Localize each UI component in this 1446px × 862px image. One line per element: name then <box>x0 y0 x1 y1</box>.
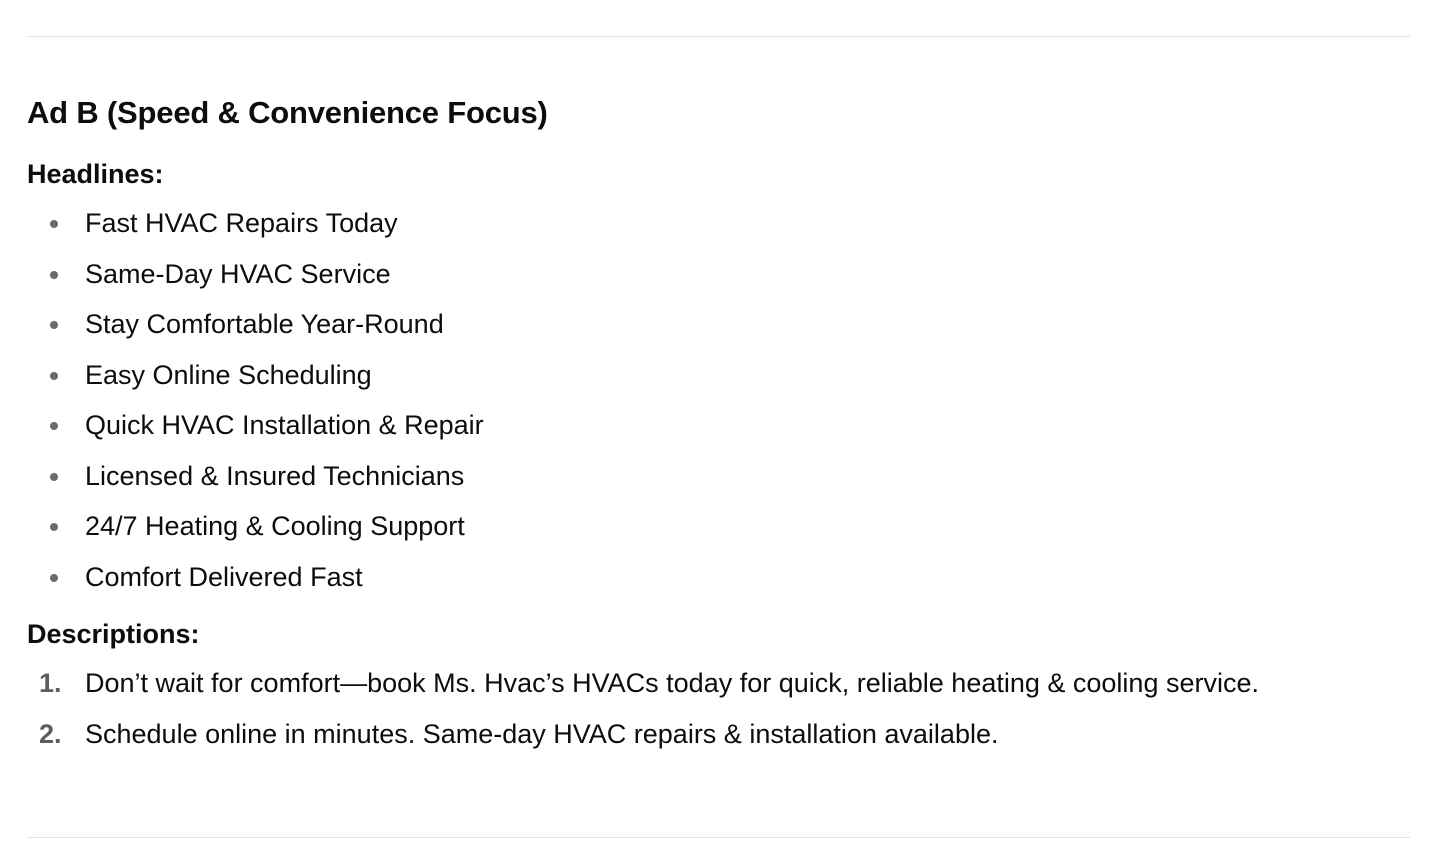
descriptions-label: Descriptions: <box>27 619 200 649</box>
bullet-icon <box>50 523 58 531</box>
bullet-icon <box>50 574 58 582</box>
headline-item <box>27 198 1417 249</box>
headline-text: 24/7 Heating & Cooling Support <box>85 511 465 541</box>
bullet-icon <box>50 321 58 329</box>
list-number: 2. <box>39 718 62 749</box>
headline-text: Licensed & Insured Technicians <box>85 460 465 491</box>
description-item <box>27 709 1417 760</box>
headline-item <box>27 249 1417 300</box>
headline-item <box>27 350 1417 401</box>
headline-text: Quick HVAC Installation & Repair <box>85 410 484 440</box>
headline-item <box>27 451 1417 502</box>
bullet-icon <box>50 372 58 380</box>
descriptions-list <box>27 658 1417 759</box>
headline-text: Easy Online Scheduling <box>85 359 372 390</box>
bullet-icon <box>50 422 58 430</box>
headlines-list <box>27 198 1417 602</box>
description-item <box>27 658 1417 709</box>
ad-section <box>27 92 1417 759</box>
headline-item <box>27 552 1417 603</box>
description-text: Don’t wait for comfort—book Ms. Hvac’s HVACs today for quick, reliable heating & cooling service. <box>85 668 1259 698</box>
bullet-icon <box>50 271 58 279</box>
bullet-icon <box>50 220 58 228</box>
headline-item <box>27 299 1417 350</box>
list-number: 1. <box>39 668 62 698</box>
headlines-label: Headlines: <box>27 159 164 189</box>
bottom-divider <box>27 837 1410 838</box>
headline-item <box>27 501 1417 552</box>
headline-text: Comfort Delivered Fast <box>85 561 363 592</box>
top-divider <box>27 36 1410 37</box>
section-heading: Ad B (Speed & Convenience Focus) <box>27 95 548 130</box>
headline-item <box>27 400 1417 451</box>
headline-text: Same-Day HVAC Service <box>85 258 391 289</box>
bullet-icon <box>50 473 58 481</box>
headline-text: Fast HVAC Repairs Today <box>85 208 398 238</box>
description-text: Schedule online in minutes. Same-day HVAC repairs & installation available. <box>85 718 999 749</box>
headline-text: Stay Comfortable Year-Round <box>85 309 444 339</box>
